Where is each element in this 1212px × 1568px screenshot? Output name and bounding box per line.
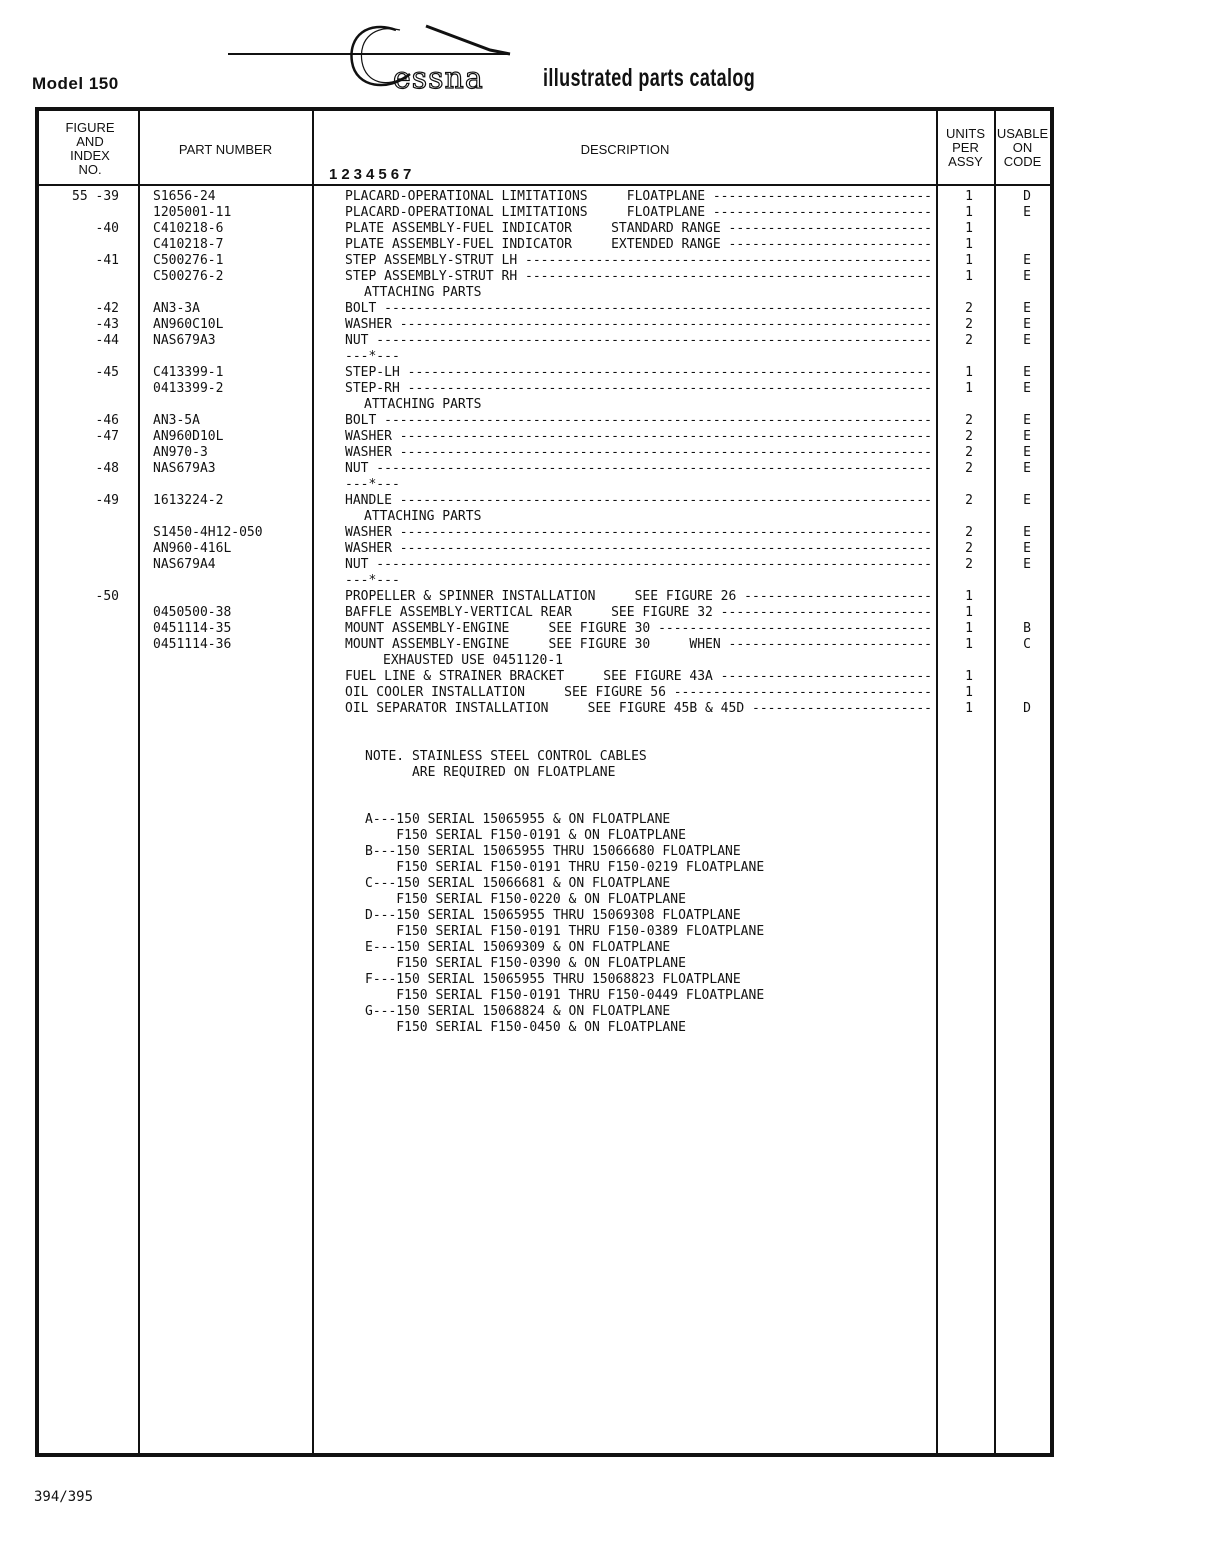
units-per-assy-cell: 2 (965, 461, 973, 476)
units-per-assy-cell: 2 (965, 333, 973, 348)
table-row (39, 413, 1050, 429)
part-number-cell: C500276-1 (153, 253, 224, 268)
table-row (39, 301, 1050, 317)
code-legend-line: F150 SERIAL F150-0191 THRU F150-0389 FLOATPLANE (365, 924, 765, 939)
code-legend-line: G---150 SERIAL 15068824 & ON FLOATPLANE (365, 1004, 671, 1019)
table-row (39, 605, 1050, 621)
table-row (39, 317, 1050, 333)
table-row (39, 509, 1050, 525)
table-row (39, 621, 1050, 637)
usable-code-cell: E (1023, 317, 1031, 332)
figure-index-cell: -40 (95, 221, 119, 236)
units-per-assy-cell: 2 (965, 413, 973, 428)
part-number-cell: AN960C10L (153, 317, 224, 332)
description-cell: STEP-RH ------------------------------------------------------------------- (345, 381, 932, 396)
part-number-cell: AN3-5A (153, 413, 200, 428)
table-row (39, 541, 1050, 557)
usable-code-cell: E (1023, 413, 1031, 428)
usable-code-cell: E (1023, 445, 1031, 460)
description-cell: ---*--- (345, 477, 400, 492)
usable-code-cell: C (1023, 637, 1031, 652)
description-cell: ---*--- (345, 349, 400, 364)
units-per-assy-cell: 2 (965, 429, 973, 444)
description-cell: NUT ----------------------------------------------------------------------- (345, 557, 932, 572)
description-cell: FUEL LINE & STRAINER BRACKET SEE FIGURE 43A --------------------------- (345, 669, 932, 684)
units-per-assy-cell: 1 (965, 605, 973, 620)
figure-index-cell: -43 (95, 317, 119, 332)
cessna-logo (228, 18, 528, 102)
units-per-assy-cell: 1 (965, 205, 973, 220)
usable-code-cell: E (1023, 493, 1031, 508)
description-cell: NUT ----------------------------------------------------------------------- (345, 333, 932, 348)
description-cell: ATTACHING PARTS (364, 509, 482, 524)
code-legend-line: A---150 SERIAL 15065955 & ON FLOATPLANE (365, 812, 671, 827)
part-number-cell: NAS679A3 (153, 461, 216, 476)
units-per-assy-cell: 2 (965, 493, 973, 508)
table-row (39, 573, 1050, 589)
note-line: ARE REQUIRED ON FLOATPLANE (365, 765, 616, 780)
part-number-cell: AN960-416L (153, 541, 232, 556)
part-number-cell: C410218-6 (153, 221, 224, 236)
usable-code-cell: E (1023, 301, 1031, 316)
part-number-cell: NAS679A3 (153, 333, 216, 348)
table-row (39, 429, 1050, 445)
parts-table (35, 107, 1054, 1457)
units-per-assy-cell: 2 (965, 541, 973, 556)
code-legend-line: F150 SERIAL F150-0220 & ON FLOATPLANE (365, 892, 686, 907)
usable-code-cell: E (1023, 541, 1031, 556)
code-legend-line: F150 SERIAL F150-0390 & ON FLOATPLANE (365, 956, 686, 971)
page-number: 394/395 (34, 1489, 94, 1505)
description-cell: NUT ----------------------------------------------------------------------- (345, 461, 932, 476)
usable-code-cell: E (1023, 525, 1031, 540)
part-number-cell: 0451114-35 (153, 621, 232, 636)
table-row (39, 685, 1050, 701)
part-number-cell: 0413399-2 (153, 381, 224, 396)
description-cell: STEP ASSEMBLY-STRUT RH ---------------------------------------------------- (345, 269, 932, 284)
table-row (39, 285, 1050, 301)
usable-code-cell: D (1023, 189, 1031, 204)
units-per-assy-cell: 2 (965, 525, 973, 540)
units-per-assy-cell: 1 (965, 189, 973, 204)
description-cell: MOUNT ASSEMBLY-ENGINE SEE FIGURE 30 ----------------------------------- (345, 621, 932, 636)
units-per-assy-cell: 1 (965, 701, 973, 716)
code-legend-line: F---150 SERIAL 15065955 THRU 15068823 FLOATPLANE (365, 972, 741, 987)
description-cell: ATTACHING PARTS (364, 397, 482, 412)
description-cell: HANDLE -------------------------------------------------------------------- (345, 493, 932, 508)
units-per-assy-cell: 2 (965, 557, 973, 572)
svg-text:essna: essna (393, 61, 484, 96)
part-number-cell: S1656-24 (153, 189, 216, 204)
description-cell: PLATE ASSEMBLY-FUEL INDICATOR EXTENDED RANGE -------------------------- (345, 237, 932, 252)
description-cell: ATTACHING PARTS (364, 285, 482, 300)
description-cell: WASHER -------------------------------------------------------------------- (345, 429, 932, 444)
note-line: NOTE. STAINLESS STEEL CONTROL CABLES (365, 749, 647, 764)
description-cell: MOUNT ASSEMBLY-ENGINE SEE FIGURE 30 WHEN -------------------------- (345, 637, 932, 652)
table-row (39, 253, 1050, 269)
code-legend-line: F150 SERIAL F150-0191 THRU F150-0219 FLOATPLANE (365, 860, 765, 875)
units-per-assy-cell: 1 (965, 637, 973, 652)
table-row (39, 445, 1050, 461)
usable-code-cell: E (1023, 253, 1031, 268)
part-number-cell: 0450500-38 (153, 605, 232, 620)
description-cell: WASHER -------------------------------------------------------------------- (345, 541, 932, 556)
figure-index-cell: -50 (95, 589, 119, 604)
usable-code-cell: D (1023, 701, 1031, 716)
description-cell: STEP ASSEMBLY-STRUT LH ---------------------------------------------------- (345, 253, 932, 268)
units-per-assy-cell: 1 (965, 621, 973, 636)
description-cell: BOLT ---------------------------------------------------------------------- (345, 301, 932, 316)
usable-code-cell: E (1023, 429, 1031, 444)
table-row (39, 525, 1050, 541)
part-number-cell: AN3-3A (153, 301, 200, 316)
units-per-assy-cell: 2 (965, 301, 973, 316)
cessna-logo-graphic (228, 18, 528, 98)
description-cell: WASHER -------------------------------------------------------------------- (345, 525, 932, 540)
usable-code-cell: E (1023, 557, 1031, 572)
units-per-assy-cell: 2 (965, 445, 973, 460)
part-number-cell: 1613224-2 (153, 493, 224, 508)
header-units-per-assy: UNITS PER ASSY (946, 126, 985, 169)
description-cell: WASHER -------------------------------------------------------------------- (345, 445, 932, 460)
table-row (39, 381, 1050, 397)
units-per-assy-cell: 1 (965, 237, 973, 252)
description-cell: BOLT ---------------------------------------------------------------------- (345, 413, 932, 428)
table-row (39, 205, 1050, 221)
table-row (39, 557, 1050, 573)
header-divider (39, 184, 1050, 186)
table-row (39, 349, 1050, 365)
code-legend-line: F150 SERIAL F150-0191 THRU F150-0449 FLOATPLANE (365, 988, 765, 1003)
units-per-assy-cell: 1 (965, 221, 973, 236)
table-row (39, 461, 1050, 477)
part-number-cell: 1205001-11 (153, 205, 232, 220)
part-number-cell: 0451114-36 (153, 637, 232, 652)
part-number-cell: AN970-3 (153, 445, 208, 460)
figure-index-cell: 55 -39 (72, 189, 119, 204)
figure-index-cell: -44 (95, 333, 119, 348)
catalog-title: illustrated parts catalog (543, 64, 756, 92)
units-per-assy-cell: 2 (965, 317, 973, 332)
description-cell: ---*--- (345, 573, 400, 588)
table-row (39, 221, 1050, 237)
table-row (39, 637, 1050, 653)
usable-code-cell: E (1023, 269, 1031, 284)
usable-code-cell: E (1023, 333, 1031, 348)
part-number-cell: NAS679A4 (153, 557, 216, 572)
figure-index-cell: -47 (95, 429, 119, 444)
description-cell: PLACARD-OPERATIONAL LIMITATIONS FLOATPLANE ---------------------------- (345, 205, 932, 220)
usable-code-cell: B (1023, 621, 1031, 636)
part-number-cell: C410218-7 (153, 237, 224, 252)
part-number-cell: C500276-2 (153, 269, 224, 284)
description-cell: OIL SEPARATOR INSTALLATION SEE FIGURE 45B & 45D ----------------------- (345, 701, 932, 716)
figure-index-cell: -45 (95, 365, 119, 380)
table-row (39, 333, 1050, 349)
table-row (39, 365, 1050, 381)
description-cell: PLATE ASSEMBLY-FUEL INDICATOR STANDARD RANGE -------------------------- (345, 221, 932, 236)
part-number-cell: AN960D10L (153, 429, 224, 444)
table-row (39, 397, 1050, 413)
units-per-assy-cell: 1 (965, 253, 973, 268)
indent-level-scale: 1234567 (329, 166, 416, 183)
description-cell: OIL COOLER INSTALLATION SEE FIGURE 56 --------------------------------- (345, 685, 932, 700)
code-legend-line: D---150 SERIAL 15065955 THRU 15069308 FLOATPLANE (365, 908, 741, 923)
description-cell: STEP-LH ------------------------------------------------------------------- (345, 365, 932, 380)
units-per-assy-cell: 1 (965, 365, 973, 380)
code-legend-line: E---150 SERIAL 15069309 & ON FLOATPLANE (365, 940, 671, 955)
description-cell: BAFFLE ASSEMBLY-VERTICAL REAR SEE FIGURE 32 --------------------------- (345, 605, 932, 620)
table-row (39, 493, 1050, 509)
usable-code-cell: E (1023, 365, 1031, 380)
table-row (39, 269, 1050, 285)
description-cell: PLACARD-OPERATIONAL LIMITATIONS FLOATPLANE ---------------------------- (345, 189, 932, 204)
code-legend-line: B---150 SERIAL 15065955 THRU 15066680 FLOATPLANE (365, 844, 741, 859)
figure-index-cell: -46 (95, 413, 119, 428)
units-per-assy-cell: 1 (965, 269, 973, 284)
table-row (39, 237, 1050, 253)
description-cell: WASHER -------------------------------------------------------------------- (345, 317, 932, 332)
table-row (39, 189, 1050, 205)
table-row (39, 669, 1050, 685)
description-cell: PROPELLER & SPINNER INSTALLATION SEE FIGURE 26 ------------------------ (345, 589, 932, 604)
part-number-cell: C413399-1 (153, 365, 224, 380)
table-row (39, 589, 1050, 605)
usable-code-cell: E (1023, 461, 1031, 476)
figure-index-cell: -41 (95, 253, 119, 268)
code-legend-line: F150 SERIAL F150-0191 & ON FLOATPLANE (365, 828, 686, 843)
description-cell: EXHAUSTED USE 0451120-1 (383, 653, 564, 668)
header-part-number: PART NUMBER (178, 142, 273, 157)
code-legend-line: C---150 SERIAL 15066681 & ON FLOATPLANE (365, 876, 671, 891)
header-usable-on-code: USABLE ON CODE (996, 126, 1049, 169)
usable-code-cell: E (1023, 205, 1031, 220)
units-per-assy-cell: 1 (965, 669, 973, 684)
header-description: DESCRIPTION (580, 142, 670, 157)
figure-index-cell: -42 (95, 301, 119, 316)
table-row (39, 477, 1050, 493)
table-row (39, 701, 1050, 717)
figure-index-cell: -48 (95, 461, 119, 476)
part-number-cell: S1450-4H12-050 (153, 525, 263, 540)
units-per-assy-cell: 1 (965, 685, 973, 700)
figure-index-cell: -49 (95, 493, 119, 508)
usable-code-cell: E (1023, 381, 1031, 396)
header-figure-index: FIGURE AND INDEX NO. (65, 120, 115, 177)
model-label: Model 150 (32, 74, 119, 93)
code-legend-line: F150 SERIAL F150-0450 & ON FLOATPLANE (365, 1020, 686, 1035)
table-row (39, 653, 1050, 669)
units-per-assy-cell: 1 (965, 381, 973, 396)
units-per-assy-cell: 1 (965, 589, 973, 604)
